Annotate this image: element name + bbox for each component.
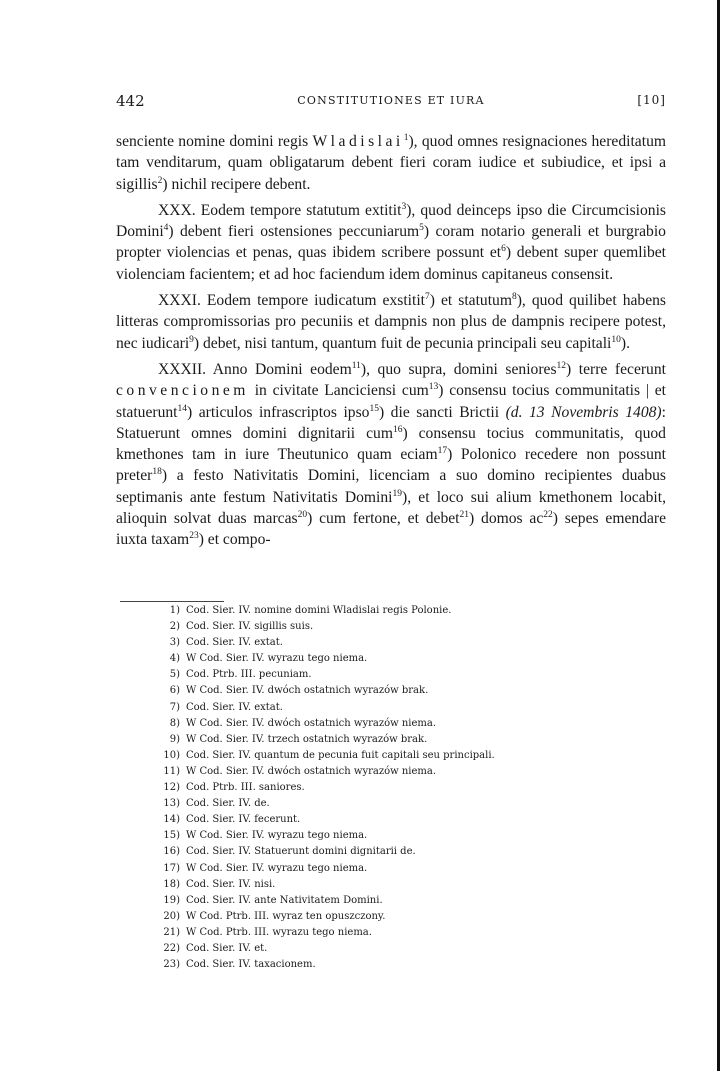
footnote <box>162 683 632 699</box>
text-run: ) et statutum <box>429 292 512 310</box>
text-run: ) consensu tocius communitatis, quod kmethones tam in iure Theutunico quam eciam <box>116 424 666 464</box>
footnote <box>162 828 632 844</box>
footnote <box>162 796 632 812</box>
footnote-ref: 21 <box>459 510 469 521</box>
text-run: XXX. Eodem tempore statutum extitit <box>158 201 402 219</box>
footnote <box>162 635 632 651</box>
footnote <box>162 764 632 780</box>
text-run: ) debent super quemlibet violenciam facientem; et ad hoc faciendum idem dominus capitaneus consensit. <box>116 244 666 283</box>
footnote-ref: 11 <box>351 360 361 371</box>
footnote-ref: 4 <box>163 223 169 234</box>
footnote-ref: 16 <box>392 424 403 435</box>
text-run: senciente nomine domini regis <box>116 133 313 150</box>
footnote-ref: 18 <box>152 467 162 478</box>
text-run: ) debent fieri ostensiones peccuniarum <box>168 223 420 241</box>
italic-date: (d. 13 Novembris 1408) <box>505 403 662 421</box>
text-run: ) coram notario generali et burgrabio propter violencias et penas, quas ibidem scribere possunt et <box>116 223 666 262</box>
footnote-text: W Cod. Sier. IV. trzech ostatnich wyrazów brak. <box>186 733 428 745</box>
text-run: ) Polonico recedere non possunt preter <box>116 446 666 485</box>
footnote-number: 5) <box>169 669 180 681</box>
footnote-text: Cod. Sier. IV. nomine domini Wladislai regis Polonie. <box>186 605 452 616</box>
footnote-ref: 22 <box>543 510 553 521</box>
footnote-divider <box>120 601 224 602</box>
text-run: ) consensu tocius communitatis | et statuerunt <box>116 382 666 421</box>
footnote <box>162 941 632 957</box>
footnote-ref: 7 <box>425 292 430 303</box>
footnote <box>162 780 632 796</box>
footnote-ref: 17 <box>437 446 448 457</box>
footnote <box>162 812 632 828</box>
footnote-number: 12) <box>163 782 180 794</box>
footnote <box>162 925 632 941</box>
text-run: ) et compo- <box>198 531 271 549</box>
text-run: ) sepes emendare iuxta taxam <box>116 510 667 549</box>
footnote-number: 21) <box>163 926 180 938</box>
footnote-number: 10) <box>163 749 180 761</box>
paragraph-xxx <box>116 200 666 285</box>
text-run: ), quod deinceps ipso die Circumcisionis Domini <box>116 201 666 241</box>
footnote-text: W Cod. Sier. IV. dwóch ostatnich wyrazów niema. <box>186 765 437 777</box>
footnote-text: W Cod. Sier. IV. wyrazu tego niema. <box>186 862 368 874</box>
text-run: ) terre fecerunt <box>566 360 666 378</box>
text-run: ) die sancti Brictii <box>378 403 506 421</box>
running-title: CONSTITUTIONES ET IURA <box>297 94 485 107</box>
footnote-text: Cod. Sier. IV. nisi. <box>186 878 276 890</box>
text-run: ) articulos infrascriptos ipso <box>187 403 370 421</box>
footnote-number: 11) <box>163 765 180 777</box>
footnote-number: 9) <box>169 733 180 745</box>
footnote-ref: 19 <box>392 488 402 499</box>
spaced-name: Wladislai <box>312 133 404 150</box>
footnote <box>162 748 632 764</box>
footnote <box>162 732 632 748</box>
footnote-text: W Cod. Sier. IV. wyrazu tego niema. <box>186 830 368 842</box>
footnote <box>162 700 632 716</box>
footnotes-list <box>162 603 632 973</box>
footnote <box>162 651 632 667</box>
footnote-number: 23) <box>163 959 180 971</box>
paragraph <box>116 131 666 195</box>
footnote-text: Cod. Sier. IV. sigillis suis. <box>186 621 314 633</box>
footnote <box>162 861 632 877</box>
footnote-text: W Cod. Sier. IV. dwóch ostatnich wyrazów brak. <box>186 685 429 697</box>
footnote-number: 17) <box>163 862 180 874</box>
footnote-number: 3) <box>169 637 180 649</box>
footnote-number: 1) <box>169 605 180 616</box>
text-run: ) a festo Nativitatis Domini, licenciam a suo domino recipientes duabus septimanis ante festum Nativitatis Domini <box>116 467 666 506</box>
footnote-number: 16) <box>163 846 180 858</box>
footnote-ref: 20 <box>297 510 308 521</box>
footnote-number: 13) <box>163 798 180 810</box>
text-run: ) debet, nisi tantum, quantum fuit de pecunia principali seu capitali <box>193 334 612 352</box>
footnote-text: Cod. Sier. IV. quantum de pecunia fuit capitali seu principali. <box>186 749 495 761</box>
footnote <box>162 619 632 635</box>
footnote-ref: 14 <box>177 403 187 414</box>
footnote-ref: 12 <box>556 360 567 371</box>
footnote-ref: 2 <box>157 175 163 186</box>
footnote-number: 14) <box>163 814 180 826</box>
footnote-text: Cod. Sier. IV. ante Nativitatem Domini. <box>186 894 383 906</box>
footnote-text: W Cod. Ptrb. III. wyrazu tego niema. <box>186 926 372 938</box>
footnote-text: Cod. Sier. IV. Statuerunt domini dignitarii de. <box>186 846 416 858</box>
footnote-number: 6) <box>169 685 180 697</box>
footnote <box>162 716 632 732</box>
footnote-text: W Cod. Sier. IV. wyrazu tego niema. <box>186 653 368 665</box>
section-number: [10] <box>637 93 666 107</box>
footnote-ref: 5 <box>419 223 424 234</box>
footnote-number: 2) <box>169 621 180 633</box>
footnote-number: 8) <box>169 717 180 729</box>
footnote-text: Cod. Sier. IV. de. <box>186 798 270 810</box>
footnote-text: Cod. Sier. IV. fecerunt. <box>186 814 301 826</box>
footnote <box>162 844 632 860</box>
footnote-text: W Cod. Sier. IV. dwóch ostatnich wyrazów niema. <box>186 717 437 729</box>
footnote-number: 19) <box>163 894 180 906</box>
text-run: ), quod quilibet habens litteras compromissorias pro pecuniis et dampnis non plus de dampnis recipere potest, nec iudicari <box>116 292 666 352</box>
footnote-ref: 6 <box>501 244 506 255</box>
paragraph-xxxii <box>116 359 666 551</box>
footnote-ref: 15 <box>369 403 379 414</box>
footnote-number: 4) <box>169 653 180 665</box>
footnote-ref: 1 <box>403 133 409 143</box>
footnote-text: Cod. Ptrb. III. pecuniam. <box>186 669 312 681</box>
footnote <box>162 909 632 925</box>
spaced-name: convencionem <box>116 382 249 400</box>
footnote-number: 18) <box>163 878 180 890</box>
footnote-ref: 9 <box>189 334 194 345</box>
text-run: ), et loco sui alium kmethonem locabit, alioquin solvat duas marcas <box>116 488 666 528</box>
footnote-text: Cod. Sier. IV. taxacionem. <box>186 959 316 971</box>
footnote <box>162 957 632 973</box>
text-run: ) cum fertone, et debet <box>307 510 460 528</box>
footnote-ref: 13 <box>428 382 439 393</box>
footnote-text: Cod. Sier. IV. et. <box>186 942 268 954</box>
paragraph-xxxi <box>116 290 666 354</box>
text-run: ). <box>620 334 630 352</box>
footnote-text: Cod. Sier. IV. extat. <box>186 701 283 713</box>
footnote-ref: 8 <box>511 292 517 303</box>
footnote-number: 22) <box>163 942 180 954</box>
footnote-text: Cod. Ptrb. III. saniores. <box>186 782 305 794</box>
footnote-number: 15) <box>163 830 180 842</box>
footnote <box>162 877 632 893</box>
footnote-ref: 10 <box>611 334 621 345</box>
footnote <box>162 893 632 909</box>
footnote-text: W Cod. Ptrb. III. wyraz ten opuszczony. <box>186 910 386 922</box>
footnote-ref: 3 <box>401 201 407 212</box>
page-number: 442 <box>116 92 145 110</box>
footnote <box>162 667 632 683</box>
footnote-ref: 23 <box>189 531 199 542</box>
footnote-number: 7) <box>169 701 180 713</box>
text-run: ) nichil recipere debent. <box>162 175 311 193</box>
footnote-number: 20) <box>163 910 180 922</box>
footnote-text: Cod. Sier. IV. extat. <box>186 637 283 649</box>
text-run: in civitate Lanciciensi cum <box>248 382 429 400</box>
footnote <box>162 603 632 619</box>
page-header <box>116 92 666 116</box>
text-run: XXXI. Eodem tempore iudicatum exstitit <box>158 292 426 310</box>
text-run: ) domos ac <box>469 510 544 528</box>
text-run: XXXII. Anno Domini eodem <box>158 360 352 378</box>
text-run: ), quod omnes resignaciones hereditatum tam venditarum, quam obligatarum debent fieri coram iudice et subiudice, et ipsi a sigillis <box>116 133 666 193</box>
text-run: : Statuerunt omnes domini dignitarii cum <box>116 403 666 442</box>
text-run: ), quo supra, domini seniores <box>360 360 557 378</box>
main-text <box>116 131 666 556</box>
